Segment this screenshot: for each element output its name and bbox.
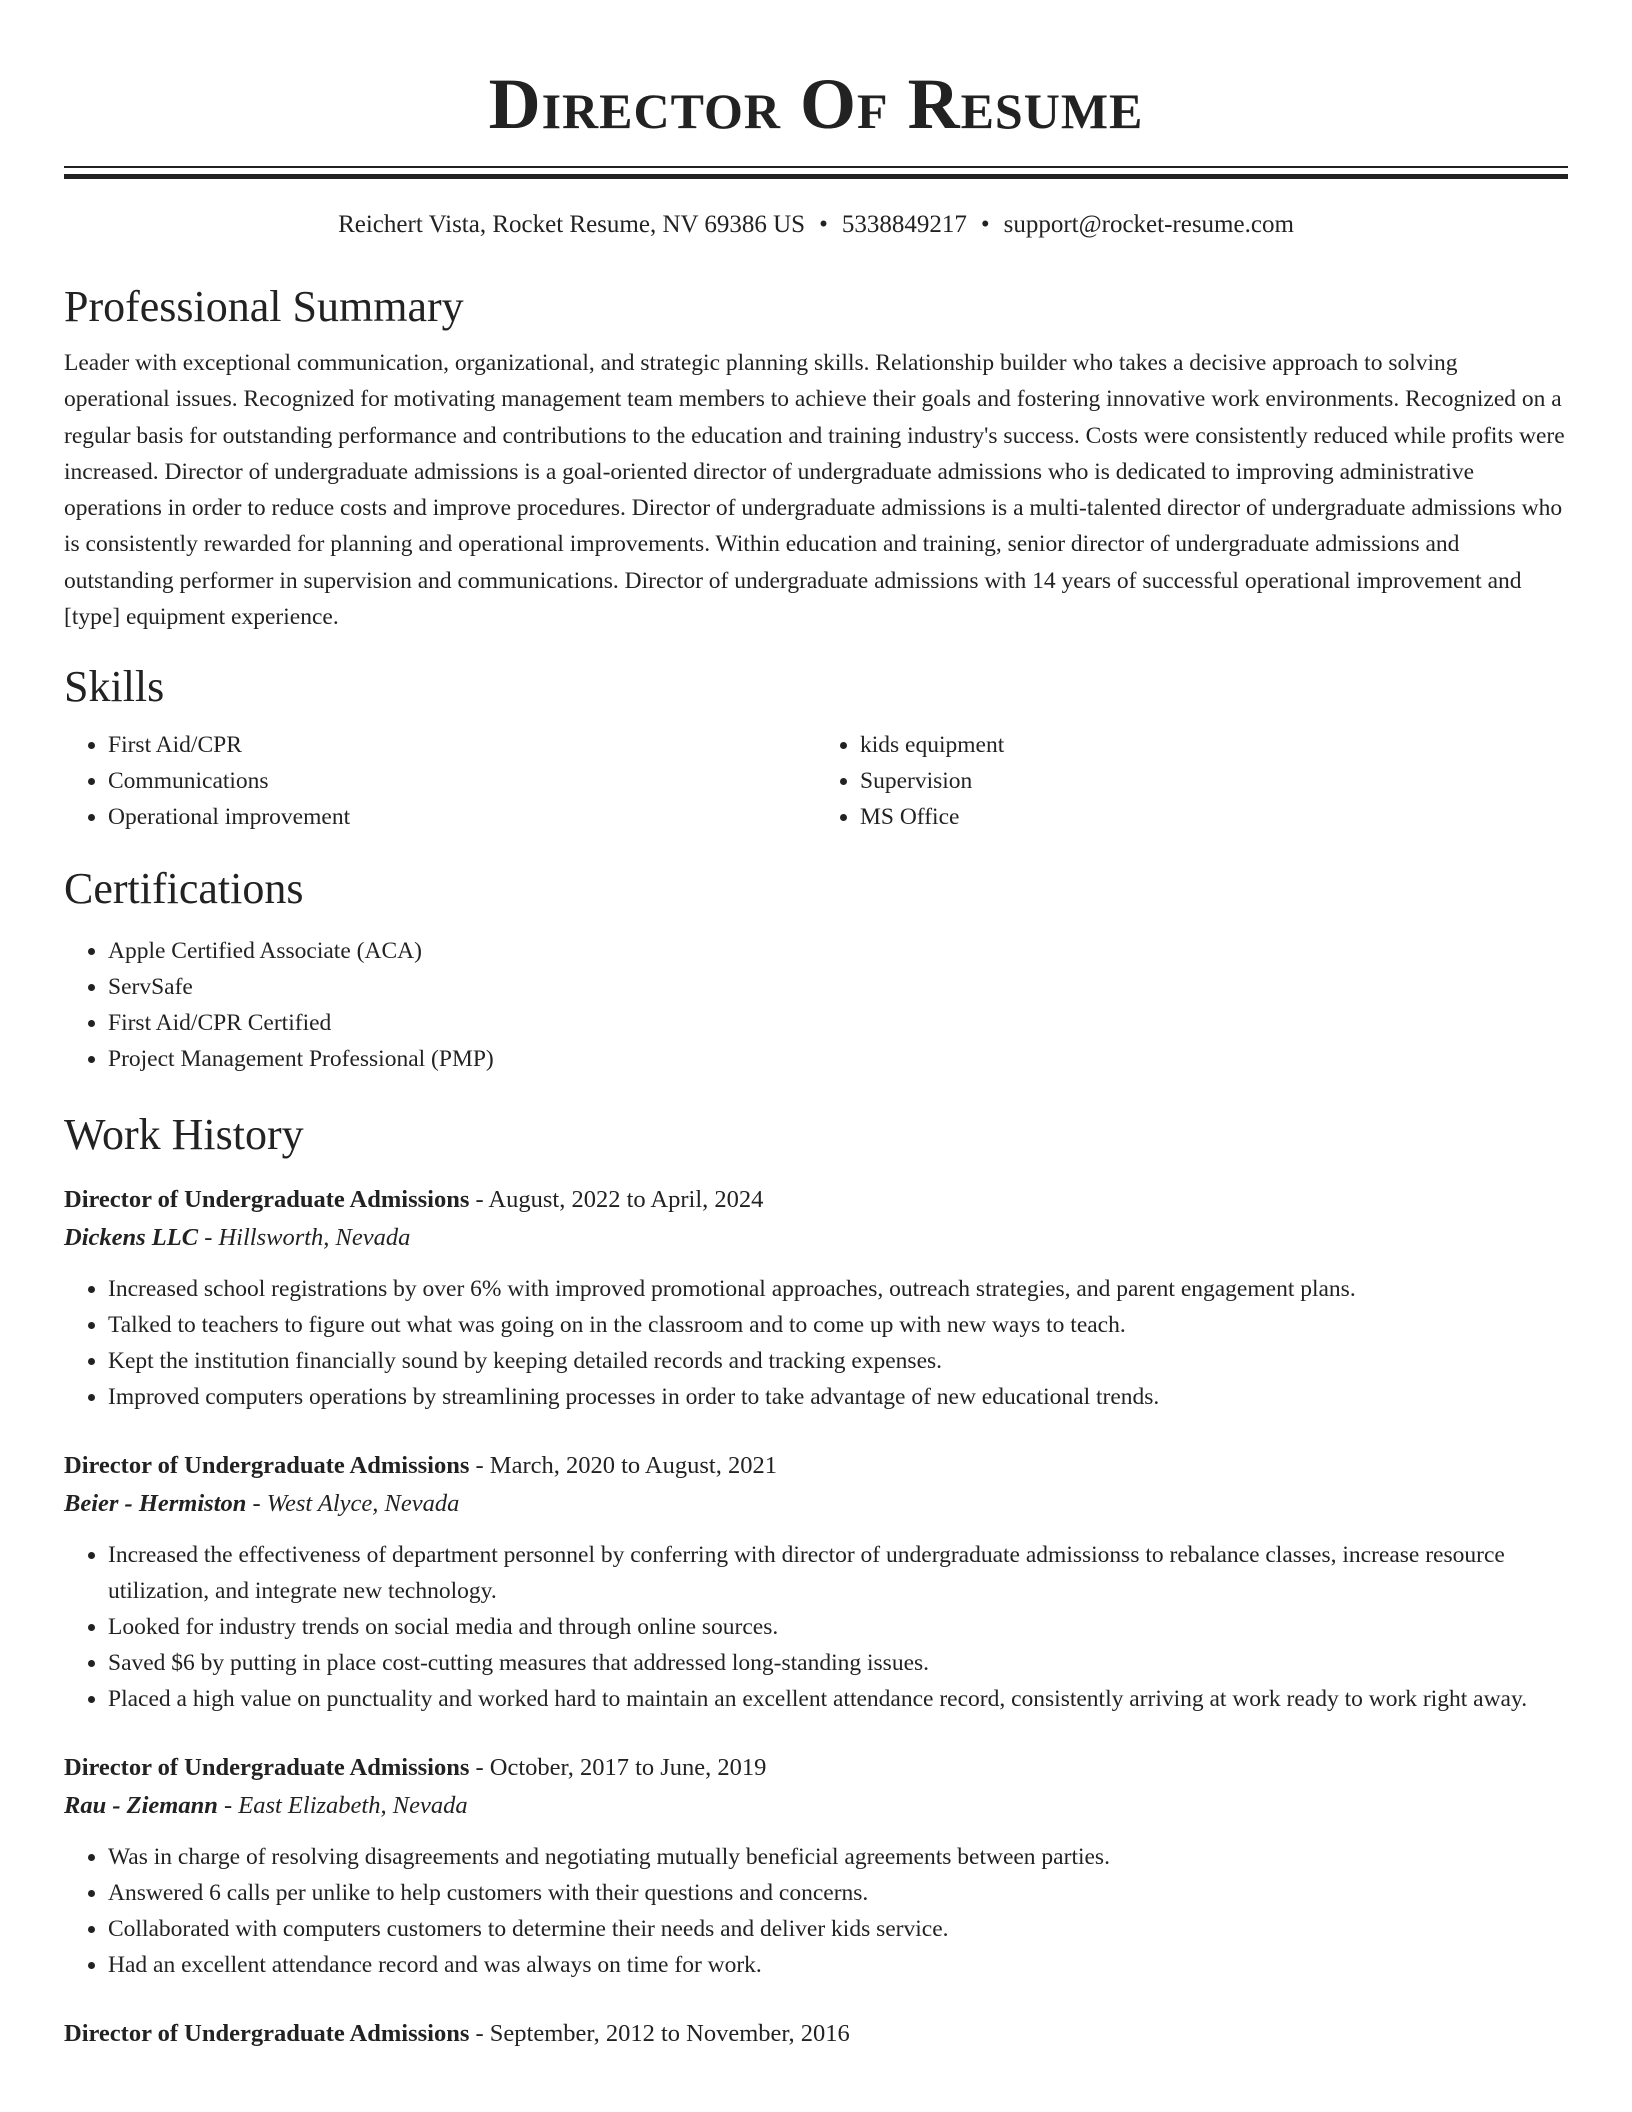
skills-column-left: [64, 727, 816, 835]
work-history-heading: Work History: [64, 1110, 304, 1160]
job-company-line: [64, 1787, 1568, 1825]
job-role: Director of Undergraduate Admissions: [64, 2020, 470, 2048]
job-role: Director of Undergraduate Admissions: [64, 1452, 470, 1480]
job-company: Beier - Hermiston: [64, 1490, 247, 1518]
job-dates: - March, 2020 to August, 2021: [469, 1452, 777, 1480]
certification-item: • Apple Certified Associate (ACA): [108, 933, 1568, 969]
skill-item: • MS Office: [860, 799, 1568, 835]
job-company-line: [64, 1219, 1568, 1257]
certifications-heading: Certifications: [64, 864, 304, 914]
job-header: [64, 1181, 1568, 1219]
certification-item: • First Aid/CPR Certified: [108, 1005, 1568, 1041]
contact-email: support@rocket-resume.com: [1003, 211, 1294, 238]
contact-separator: •: [819, 211, 828, 238]
job-role: Director of Undergraduate Admissions: [64, 1186, 470, 1214]
job-bullet: • Saved $6 by putting in place cost-cutting measures that addressed long-standing issues.: [108, 1645, 1568, 1681]
contact-address: Reichert Vista, Rocket Resume, NV 69386 US: [338, 211, 806, 238]
certification-item: • ServSafe: [108, 969, 1568, 1005]
header-rule-thin: [64, 166, 1568, 168]
job-bullet: • Improved computers operations by streamlining processes in order to take advantage of new educational trends.: [108, 1379, 1568, 1415]
job-bullet: • Kept the institution financially sound by keeping detailed records and tracking expenses.: [108, 1343, 1568, 1379]
job-bullet: • Answered 6 calls per unlike to help customers with their questions and concerns.: [108, 1875, 1568, 1911]
job-bullet: • Placed a high value on punctuality and worked hard to maintain an excellent attendance record, consistently arriving at work ready to work right away.: [108, 1681, 1568, 1717]
job-header: [64, 2015, 1568, 2053]
header-rule-thick: [64, 174, 1568, 179]
contact-phone: 5338849217: [841, 211, 967, 238]
summary-text: Leader with exceptional communication, organizational, and strategic planning skills. Relationship builder who takes a decisive approach to solving operational issues. Recognized for motivating management team members to achieve their goals and fostering innovative work environments. Recognized on a regular basis for outstanding performance and contributions to the education and training industry's success. Costs were consistently reduced while profits were increased. Director of undergraduate admissions is a goal-oriented director of undergraduate admissions who is dedicated to improving administrative operations in order to reduce costs and improve procedures. Director of undergraduate admissions is a multi-talented director of undergraduate admissions who is consistently rewarded for planning and operational improvements. Within education and training, senior director of undergraduate admissions and outstanding performer in supervision and communications. Director of undergraduate admissions with 14 years of successful operational improvement and [type] equipment experience.: [64, 350, 1565, 631]
resume-name: Director Of Resume: [488, 64, 1144, 144]
job-bullets: [64, 1839, 1568, 1983]
resume-page: [64, 0, 1568, 2053]
job-company: Dickens LLC: [64, 1224, 199, 1252]
job-header: [64, 1749, 1568, 1787]
job-bullet: • Was in charge of resolving disagreements and negotiating mutually beneficial agreements between parties.: [108, 1839, 1568, 1875]
job-entry: [64, 1181, 1568, 1415]
certification-item: • Project Management Professional (PMP): [108, 1041, 1568, 1077]
job-dates: - August, 2022 to April, 2024: [469, 1186, 764, 1214]
job-bullet: • Increased the effectiveness of department personnel by conferring with director of undergraduate admissionss to rebalance classes, increase resource utilization, and integrate new technology.: [108, 1537, 1568, 1609]
skills-list: [64, 727, 1568, 835]
job-entry: [64, 2015, 1568, 2053]
job-bullet: • Collaborated with computers customers to determine their needs and deliver kids service.: [108, 1911, 1568, 1947]
skill-item: • Supervision: [860, 763, 1568, 799]
job-company-line: [64, 1485, 1568, 1523]
job-header: [64, 1447, 1568, 1485]
contact-line: [64, 207, 1568, 243]
skills-column-right: [816, 727, 1568, 835]
skill-item: • kids equipment: [860, 727, 1568, 763]
job-bullets: [64, 1537, 1568, 1717]
job-bullet: • Had an excellent attendance record and was always on time for work.: [108, 1947, 1568, 1983]
summary-heading: Professional Summary: [64, 282, 464, 331]
skill-item: • Communications: [108, 763, 816, 799]
job-company: Rau - Ziemann: [64, 1792, 218, 1820]
job-entry: [64, 1749, 1568, 1983]
job-location: - East Elizabeth, Nevada: [217, 1792, 468, 1820]
skills-heading: Skills: [64, 662, 165, 712]
contact-separator: •: [980, 211, 990, 238]
job-role: Director of Undergraduate Admissions: [64, 1754, 470, 1782]
job-bullet: • Talked to teachers to figure out what was going on in the classroom and to come up with new ways to teach.: [108, 1307, 1568, 1343]
job-bullet: • Increased school registrations by over 6% with improved promotional approaches, outreach strategies, and parent engagement plans.: [108, 1271, 1568, 1307]
skill-item: • Operational improvement: [108, 799, 816, 835]
job-dates: - October, 2017 to June, 2019: [469, 1754, 767, 1782]
job-entry: [64, 1447, 1568, 1717]
certifications-list: [64, 933, 1568, 1077]
job-location: - Hillsworth, Nevada: [198, 1224, 411, 1252]
skill-item: • First Aid/CPR: [108, 727, 816, 763]
job-dates: - September, 2012 to November, 2016: [469, 2020, 850, 2048]
job-bullet: • Looked for industry trends on social media and through online sources.: [108, 1609, 1568, 1645]
job-bullets: [64, 1271, 1568, 1415]
job-location: - West Alyce, Nevada: [246, 1490, 460, 1518]
